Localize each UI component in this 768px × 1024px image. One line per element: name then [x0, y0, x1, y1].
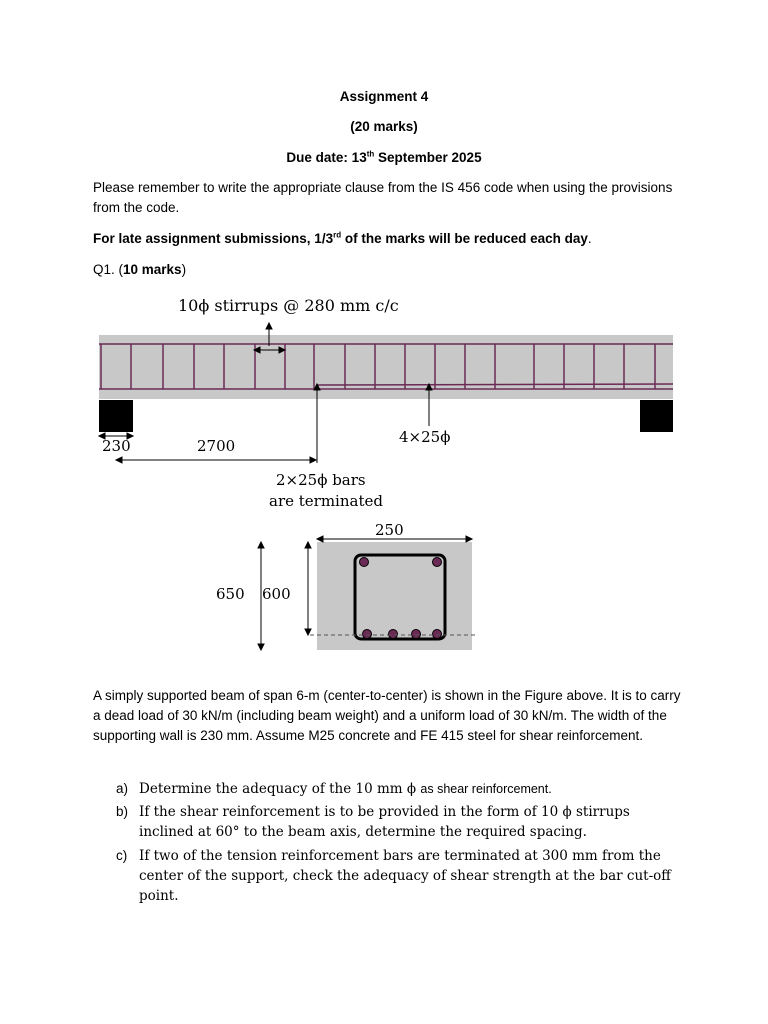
section-depth-eff-label: 600 — [262, 585, 291, 603]
subquestion-b-letter: b) — [116, 804, 129, 819]
left-support — [99, 400, 133, 432]
dim-230-label: 230 — [102, 437, 131, 455]
due-date-suffix: September 2025 — [374, 150, 482, 165]
dim-600-arrow — [305, 542, 311, 635]
section-depth-total-label: 650 — [216, 585, 245, 603]
subquestion-a-letter: a) — [116, 781, 129, 796]
stirrups-label: 10ϕ stirrups @ 280 mm c/c — [178, 296, 399, 315]
subquestion-c-letter: c) — [116, 848, 128, 863]
question-label-marks: 10 marks — [123, 262, 182, 277]
subquestion-b — [116, 802, 676, 844]
subquestion-c — [116, 846, 676, 908]
assignment-title: Assignment 4 — [339, 89, 429, 104]
right-support — [640, 400, 673, 432]
clause-note: Please remember to write the appropriate clause from the IS 456 code when using the provisions from the code. — [93, 180, 673, 215]
due-date-prefix: Due date: 13 — [286, 150, 367, 165]
subquestion-a — [116, 779, 676, 799]
section-bottom-bar-4 — [433, 630, 442, 639]
terminated-label-line2: are terminated — [269, 492, 383, 510]
due-date — [0, 150, 768, 165]
bars-pointer-arrow — [426, 384, 432, 426]
due-date-sup: th — [366, 149, 375, 159]
subquestion-a-text-small: as shear reinforcement. — [420, 782, 552, 796]
section-bottom-bar-2 — [389, 630, 398, 639]
section-width-label: 250 — [375, 521, 404, 539]
subquestion-a-text — [139, 779, 679, 799]
section-bottom-bar-1 — [363, 630, 372, 639]
late-policy-suffix: of the marks will be reduced each day — [341, 231, 588, 246]
beam-elevation-figure — [0, 280, 768, 520]
question-label-suffix: ) — [181, 262, 187, 277]
problem-description: A simply supported beam of span 6-m (center-to-center) is shown in the Figure above. It is to carry a dead load of 30 kN/m (including beam weight) and a uniform load of 30 kN/m. The width of the supporting wall is 230 mm. Assume M25 concrete and FE 415 steel for shear reinforcement. — [93, 688, 681, 743]
subquestion-b-text: If the shear reinforcement is to be provided in the form of 10 ϕ stirrups inclined at 60° to the beam axis, determine the required spacing. — [139, 804, 630, 840]
dim-2700-label: 2700 — [197, 437, 236, 455]
question-label — [93, 260, 683, 280]
section-bottom-bar-3 — [412, 630, 421, 639]
subquestion-a-text-main: Determine the adequacy of the 10 mm ϕ — [139, 781, 421, 797]
late-policy-prefix: For late assignment submissions, 1/3 — [93, 231, 334, 246]
dim-2700-arrow — [116, 457, 316, 463]
subquestion-c-text: If two of the tension reinforcement bars are terminated at 300 mm from the center of the support, check the adequacy of shear strength at the bar cut-off point. — [139, 848, 671, 904]
late-policy-end: . — [587, 231, 592, 246]
section-top-bar-right — [433, 558, 442, 567]
section-top-bar-left — [360, 558, 369, 567]
question-label-prefix: Q1. ( — [93, 262, 124, 277]
bars-label: 4×25ϕ — [399, 428, 451, 446]
beam-section-figure — [0, 520, 768, 660]
terminated-label-line1: 2×25ϕ bars — [276, 471, 366, 489]
total-marks: (20 marks) — [350, 119, 418, 134]
late-policy — [93, 229, 683, 249]
late-policy-sup: rd — [333, 230, 342, 240]
